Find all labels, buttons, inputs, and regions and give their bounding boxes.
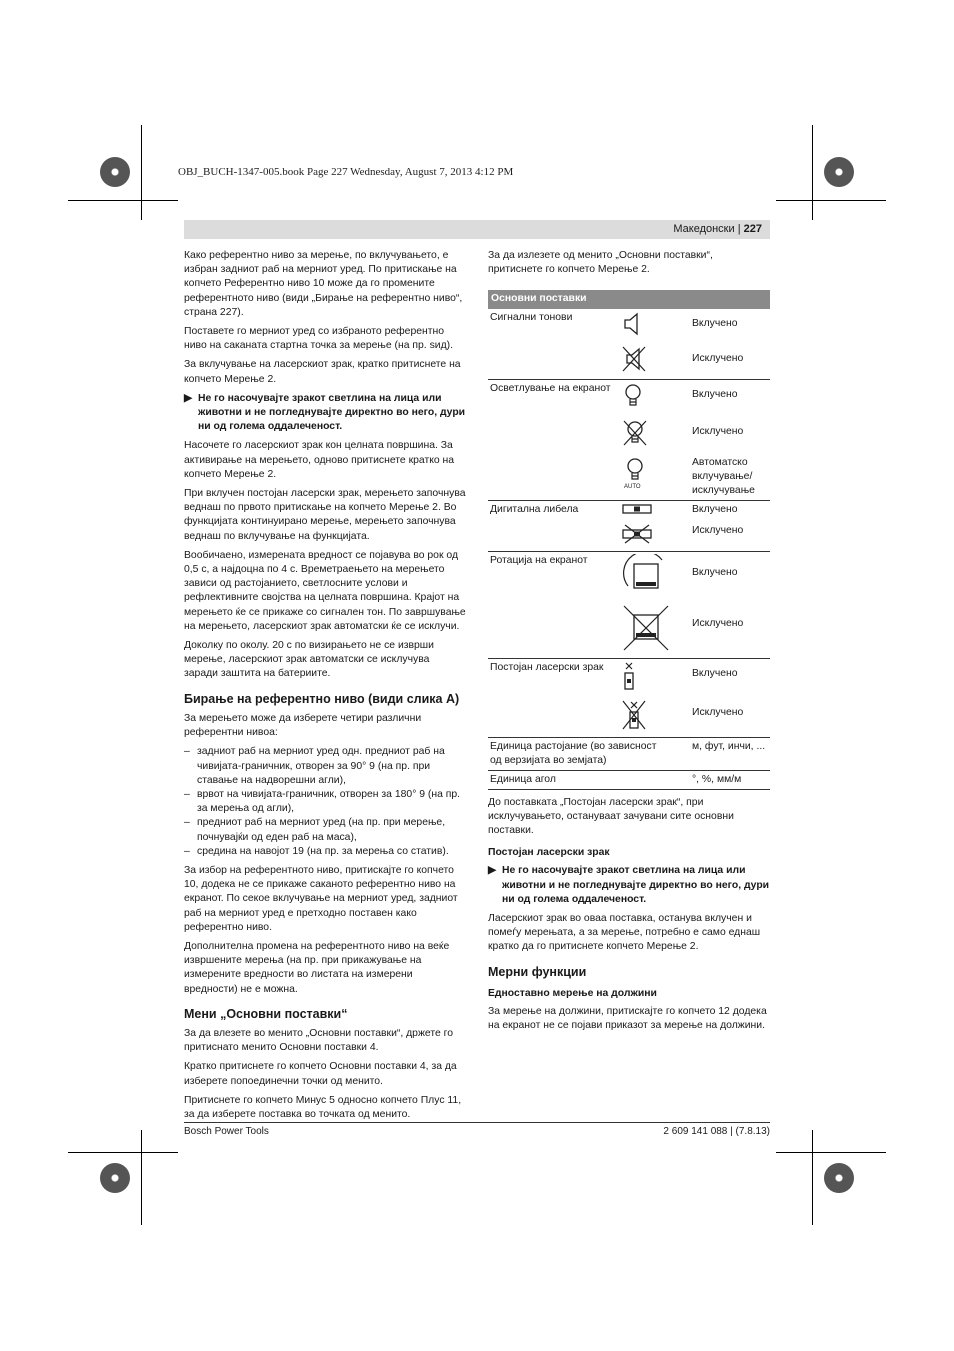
crop-mark [776,1152,886,1153]
paragraph: При вклучен постојан ласерски зрак, мерењето започнува веднаш по првото притискање на копчето Мерење 2. Во функцијата континуирано мерење, мерењето започнува веднаш по вклучување на функцијата. [184,488,466,542]
list-item: – задниот раб на мерниот уред одн. предниот раб на чивијата-граничник, отворен за 90° 9 (на пр. при ставање на надворешни агли), [184,746,445,786]
paragraph: За вклучување на ласерскиот зрак, кратко притиснете на копчето Мерење 2. [184,359,461,385]
right-column [488,249,770,1038]
speaker-icon [622,311,644,337]
sub-heading: Едноставно мерење на должини [488,987,657,999]
table-row: AUTO Автоматско вклучување/исклучување [488,454,770,501]
section-heading: Мерни функции [488,964,587,979]
crop-mark [68,1152,178,1153]
table-row: Исклучено [488,344,770,380]
list-item: – врвот на чивијата-граничник, отворен за 180° 9 (на пр. за мерења од агли), [184,788,461,815]
table-row: Дигитална либела Вклучено [490,503,738,515]
paragraph: До поставката „Постојан ласерски зрак“, при исклучувањето, остануваат зачувани сите основни поставки. [488,796,734,837]
registration-mark-tr [824,157,854,187]
left-column [184,249,466,1127]
paragraph: За да влезете во менито „Основни поставки“, држете го притиснато менито Основни поставки 4. [184,1027,453,1054]
paragraph: Како референтно ниво за мерење, по вклучувањето, е избран задниот раб на мерниот уред. По притискање на копчето Референтно ниво 10 може да го промените референтното ниво (види „Бирање на референтно ниво“, страна 227). [184,250,463,318]
paragraph: Поставете го мерниот уред со избраното референтно ниво на саканата стартна точка за мерење (на пр. ѕид). [184,326,453,352]
settings-table-title: Основни поставки [488,290,770,308]
paragraph: За избор на референтното ниво, притискајте го копчето 10, додека не се прикаже саканото референтно ниво на екранот. По секое вклучување на мерниот уред, задниот раб на мерниот уред е претходно поставен како референтно ниво. [184,864,458,933]
paragraph: Доколку по околу. 20 с по визирањето не се изврши мерење, ласерскиот зрак автоматски се исклучува заради заштита на батериите. [184,640,434,680]
page-header: Македонски | 227 [184,220,770,239]
table-row: Сигнални тонови Вклучено [488,309,770,344]
safety-warning [184,392,466,435]
list-item: – предниот раб на мерниот уред (на пр. при мерење, почнувајќи од еден раб на маса), [184,817,446,843]
paragraph: За мерењето може да изберете четири различни референтни нивоа: [184,712,422,739]
header-language: Македонски [673,223,735,235]
table-row: Ротација на екранот Вклучено [488,551,770,603]
paragraph: За мерење на должини, притискајте го копчето 12 додека на екранот не се појави приказот за мерење на должини. [488,1006,767,1032]
laser-icon [622,661,636,691]
table-row: Единица растојание (во зависност од верзијата во земјата) м, фут, инчи, ... [488,737,770,770]
page-number: 227 [743,223,762,235]
paragraph: Ласерскиот зрак во оваа поставка, останува вклучен и помеѓу мерењата, а за мерење, потребно е само еднаш кратко да го притиснете копчето Мерење 2. [488,913,761,953]
footer-docnumber: 2 609 141 088 | (7.8.13) [663,1126,770,1137]
paragraph: За да излезете од менито „Основни поставки“, притиснете го копчето Мерење 2. [488,250,713,276]
safety-warning [488,864,770,907]
level-off-icon [622,524,652,544]
bulb-off-icon [622,419,648,447]
crop-mark [141,125,142,220]
sub-heading: Постојан ласерски зрак [488,847,610,859]
crop-mark [68,200,178,201]
crop-mark [812,125,813,220]
paragraph: Дополнителна промена на референтното ниво на веќе извршените мерења (на пр. при прикажување на измерените вредности во листата на измерени вредности) не е можна. [184,940,450,995]
arrow-icon: ▶ [184,392,192,404]
settings-table [488,309,770,790]
laser-off-icon [622,700,646,730]
paragraph: Насочете го ласерскиот зрак кон целната површина. За активирање на мерењето, одново притиснете кратко на копчето Мерење 2. [184,440,455,480]
crop-mark [812,1130,813,1225]
registration-mark-br [824,1163,854,1193]
table-row: Исклучено [488,603,770,659]
table-row: Постојан ласерски зрак Вклучено [488,658,770,698]
table-row: Исклучено [488,417,770,454]
crop-mark [776,200,886,201]
speaker-off-icon [622,346,648,372]
bulb-auto-icon [622,456,648,490]
level-icon [622,503,652,515]
arrow-icon: ▶ [488,865,496,877]
footer-brand: Bosch Power Tools [184,1126,269,1137]
paragraph: Вообичаено, измерената вредност се појавува во рок од 0,5 с, а најдоцна по 4 с. Времетраењето на мерењето зависи од растојанието, светлосните услови и рефлективните својства на целната површина. Крајот на мерењето ќе се прикаже со сигнален тон. По завршување на мерењето, ласерскиот зрак автоматски ќе се исклучи. [184,549,466,632]
crop-mark [141,1130,142,1225]
registration-mark-tl [100,157,130,187]
warning-text: Не го насочувајте зракот светлина на лица или животни и не погледнувајте директно во него, дури ни од голема оддалеченост. [198,392,466,433]
svg-text:AUTO: AUTO [624,483,641,490]
bulb-icon [622,382,644,410]
table-row: Осветлување на екранот Вклучено [488,379,770,417]
list-item: – средина на навојот 19 (на пр. за мерења со статив). [184,845,449,857]
table-row: Исклучено [488,698,770,738]
table-row: Единица агол °, %, мм/м [488,770,770,789]
print-info-line: OBJ_BUCH-1347-005.book Page 227 Wednesday, August 7, 2013 4:12 PM [178,166,514,178]
table-row: Исклучено [488,522,770,552]
rotate-off-icon [622,605,670,651]
section-heading: Бирање на референтно ниво (види слика A) [184,691,460,706]
footer-divider [184,1122,770,1123]
rotate-icon [622,554,670,596]
registration-mark-bl [100,1163,130,1193]
section-heading: Мени „Основни поставки“ [184,1006,348,1021]
paragraph: Кратко притиснете го копчето Основни поставки 4, за да изберете попоединечни точки од менито. [184,1061,457,1087]
warning-text: Не го насочувајте зракот светлина на лица или животни и не погледнувајте директно во него, дури ни од голема оддалеченост. [502,865,770,905]
paragraph: Притиснете го копчето Минус 5 односно копчето Плус 11, за да изберете поставка во точката од менито. [184,1094,462,1120]
